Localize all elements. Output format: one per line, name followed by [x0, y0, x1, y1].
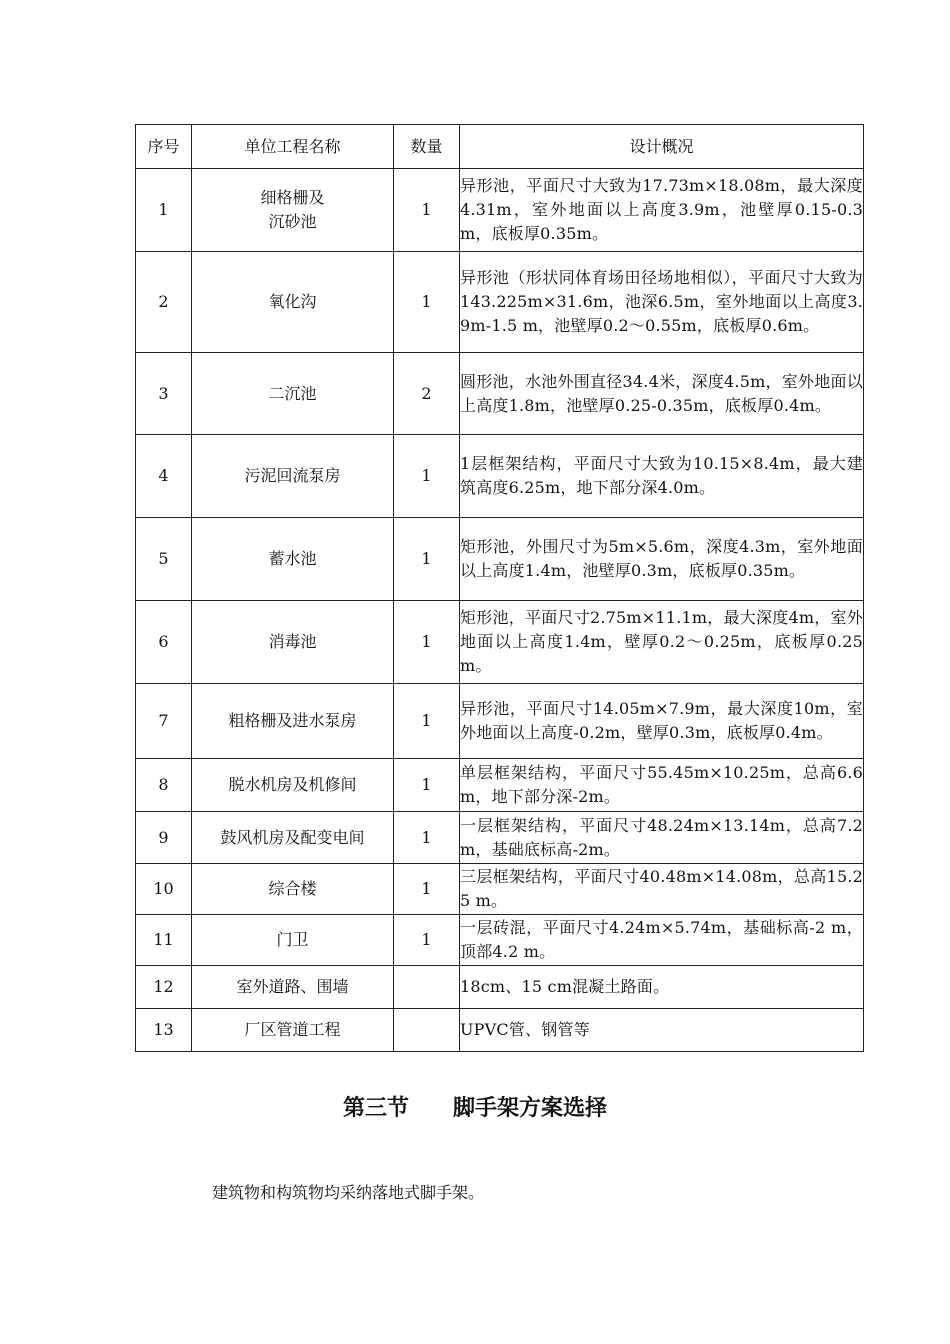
row-desc: 异形池，平面尺寸大致为17.73m×18.08m，最大深度4.31m，室外地面以上高度3.9m，池壁厚0.15-0.3m，底板厚0.35m。 — [460, 169, 864, 252]
table-row — [136, 353, 864, 435]
row-desc: 1层框架结构，平面尺寸大致为10.15×8.4m，最大建筑高度6.25m，地下部分深4.0m。 — [460, 435, 864, 518]
table-row — [136, 812, 864, 864]
row-name: 二沉池 — [192, 353, 394, 435]
row-no: 7 — [136, 684, 192, 759]
row-qty: 1 — [394, 684, 460, 759]
table-row — [136, 966, 864, 1009]
row-name: 厂区管道工程 — [192, 1009, 394, 1052]
row-name: 氧化沟 — [192, 252, 394, 353]
body-paragraph: 建筑物和构筑物均采纳落地式脚手架。 — [212, 1183, 485, 1202]
row-name: 鼓风机房及配变电间 — [192, 812, 394, 864]
row-qty: 1 — [394, 169, 460, 252]
row-no: 11 — [136, 915, 192, 966]
row-name: 室外道路、围墙 — [192, 966, 394, 1009]
row-desc: 异形池（形状同体育场田径场地相似），平面尺寸大致为143.225m×31.6m，池深6.5m，室外地面以上高度3.9m-1.5 m，池壁厚0.2～0.55m，底板厚0.6m。 — [460, 252, 864, 353]
row-no: 4 — [136, 435, 192, 518]
row-name: 脱水机房及机修间 — [192, 759, 394, 812]
table-row — [136, 252, 864, 353]
row-qty: 1 — [394, 252, 460, 353]
row-name: 污泥回流泵房 — [192, 435, 394, 518]
row-qty: 1 — [394, 915, 460, 966]
header-name: 单位工程名称 — [192, 125, 394, 169]
row-qty: 1 — [394, 812, 460, 864]
table-header-row — [136, 125, 864, 169]
row-qty: 1 — [394, 435, 460, 518]
table-row — [136, 435, 864, 518]
row-name: 细格栅及 沉砂池 — [192, 169, 394, 252]
row-no: 12 — [136, 966, 192, 1009]
row-no: 8 — [136, 759, 192, 812]
table-row — [136, 1009, 864, 1052]
table-row — [136, 169, 864, 252]
row-no: 1 — [136, 169, 192, 252]
row-qty: 1 — [394, 864, 460, 915]
row-desc: 矩形池，外围尺寸为5m×5.6m，深度4.3m，室外地面以上高度1.4m，池壁厚0.3m，底板厚0.35m。 — [460, 518, 864, 601]
row-no: 5 — [136, 518, 192, 601]
table-row — [136, 601, 864, 684]
row-qty — [394, 1009, 460, 1052]
row-name: 蓄水池 — [192, 518, 394, 601]
row-qty: 1 — [394, 601, 460, 684]
row-no: 13 — [136, 1009, 192, 1052]
row-name: 综合楼 — [192, 864, 394, 915]
header-no: 序号 — [136, 125, 192, 169]
row-qty: 1 — [394, 518, 460, 601]
row-no: 9 — [136, 812, 192, 864]
row-no: 10 — [136, 864, 192, 915]
row-name: 粗格栅及进水泵房 — [192, 684, 394, 759]
row-desc: 三层框架结构，平面尺寸40.48m×14.08m，总高15.25 m。 — [460, 864, 864, 915]
row-desc: 18cm、15 cm混凝土路面。 — [460, 966, 864, 1009]
row-no: 6 — [136, 601, 192, 684]
row-qty — [394, 966, 460, 1009]
row-qty: 2 — [394, 353, 460, 435]
row-desc: UPVC管、钢管等 — [460, 1009, 864, 1052]
row-no: 3 — [136, 353, 192, 435]
project-table — [135, 124, 864, 1052]
section-heading: 第三节 脚手架方案选择 — [342, 1096, 607, 1121]
table-row — [136, 518, 864, 601]
table-row — [136, 684, 864, 759]
row-desc: 圆形池，水池外围直径34.4米，深度4.5m，室外地面以上高度1.8m，池壁厚0.25-0.35m，底板厚0.4m。 — [460, 353, 864, 435]
table-row — [136, 759, 864, 812]
row-name: 门卫 — [192, 915, 394, 966]
row-qty: 1 — [394, 759, 460, 812]
row-desc: 异形池，平面尺寸14.05m×7.9m，最大深度10m，室外地面以上高度-0.2m，壁厚0.3m，底板厚0.4m。 — [460, 684, 864, 759]
row-desc: 一层框架结构，平面尺寸48.24m×13.14m，总高7.2 m，基础底标高-2m。 — [460, 812, 864, 864]
row-no: 2 — [136, 252, 192, 353]
header-desc: 设计概况 — [460, 125, 864, 169]
row-desc: 一层砖混，平面尺寸4.24m×5.74m，基础标高-2 m，顶部4.2 m。 — [460, 915, 864, 966]
row-name: 消毒池 — [192, 601, 394, 684]
header-qty: 数量 — [394, 125, 460, 169]
row-desc: 单层框架结构，平面尺寸55.45m×10.25m，总高6.6 m，地下部分深-2m。 — [460, 759, 864, 812]
table-row — [136, 915, 864, 966]
row-desc: 矩形池，平面尺寸2.75m×11.1m，最大深度4m，室外地面以上高度1.4m，壁厚0.2～0.25m，底板厚0.25m。 — [460, 601, 864, 684]
table-row — [136, 864, 864, 915]
